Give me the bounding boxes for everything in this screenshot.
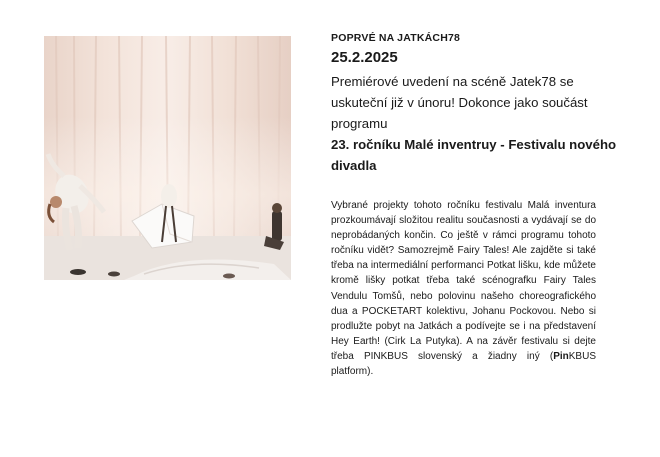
article-lead-highlight: 23. ročníku Malé inventruy - Festivalu nového divadla [331, 137, 617, 173]
article-body [331, 198, 596, 379]
article-date: 25.2.2025 [331, 49, 398, 66]
article-body-part1: Vybrané projekty tohoto ročníku festivalu Malá inventura prozkoumávají složitou realitu současnosti a vydávají se do neprobádaných končin. Co ještě v rámci programu tohoto ročníku vidět? Samozrejmě Fairy Tales! Ale zajděte si také třeba na intermediální performanci Potkat lišku, kde můžete kromě lišky potkat třeba také scénografku Fairy Tales Vendulu Tomšů, nebo polovinu našeho choreografického dua a POCKETART kolektivu, Johanu Pockovou. Nebo si prodlužte pobyt na Jatkách a podívejte se i na představení Hey Earth! (Cirk La Putyka). A na závěr festivalu si dejte třeba PINKBUS slovenský a žiadny iný ( [331, 200, 596, 362]
article-body-bold: Pin [553, 350, 569, 362]
article-lead: Premiérové uvedení na scéně Jatek78 se uskuteční již v únoru! Dokonce jako součást programu [331, 74, 588, 131]
article-content [331, 32, 631, 379]
article-body-part2: KBUS platform). [331, 350, 596, 378]
stage-performance-photo [44, 36, 291, 280]
article-eyebrow: POPRVÉ NA JATKÁCH78 [331, 32, 461, 44]
stage-photo-illustration [44, 36, 291, 280]
